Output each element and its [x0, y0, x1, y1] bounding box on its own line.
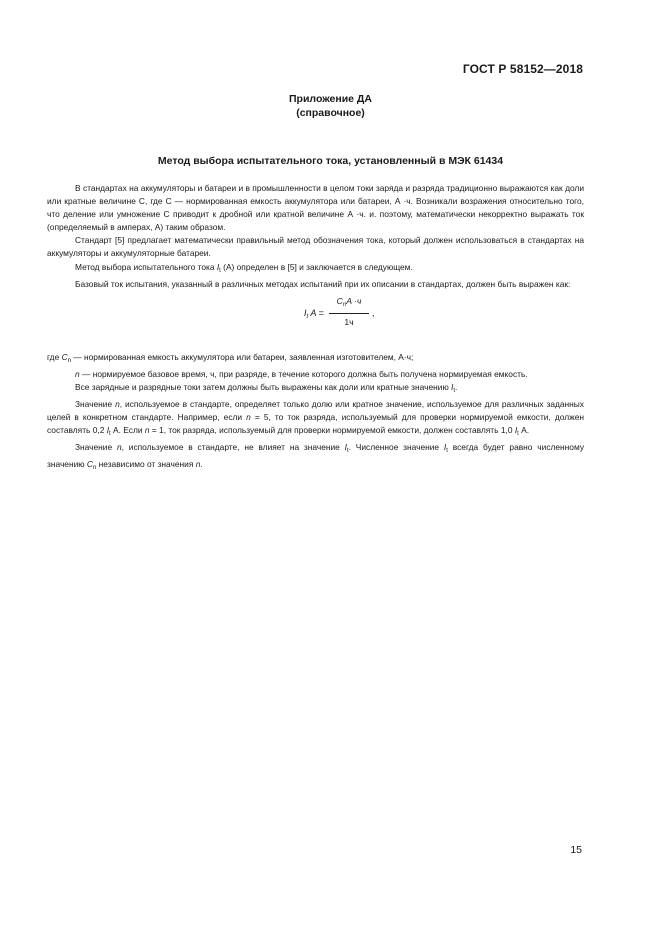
- page-number: 15: [570, 844, 582, 856]
- paragraph-6: Значение n, используемое в стандарте, определяет только долю или кратное значение, используемое для различных заданных целей в конкретном стандарте. Например, если n = 5, то ток разряда, используемый для проверки нормируемой емкости, должен составлять 0,2 $I_t$ А. Если n = 1, ток разряда, используемый для проверки нормируемой емкости, должен составлять 1,0 $I_t$ А.: [47, 399, 584, 438]
- formula-comma: ,: [372, 307, 375, 318]
- section-title: Метод выбора испытательного тока, установленный в МЭК 61434: [157, 155, 504, 167]
- formula-numerator: $C_nA \cdot ч$: [329, 295, 369, 314]
- paragraph-1: В стандартах на аккумуляторы и батареи и в промышленности в целом токи заряда и разряда традиционно выражаются как доли или кратные величине С, где С — нормированная емкость аккумулятора или батареи, А ·ч. Возникали возражения относительно того, что деление или умножение С приводит к дробной или кратной величине А ·ч. и. поэтому, математически некорректно выражать ток (определяемый в амперах, А) таким образом.: [47, 183, 584, 233]
- document-code: ГОСТ Р 58152—2018: [462, 62, 583, 76]
- paragraph-5: Все зарядные и разрядные токи затем должны быть выражены как доли или кратные значению $I_t$.: [75, 381, 458, 394]
- formula-lhs: $I_t$ A =: [304, 307, 324, 320]
- formula-denominator: 1ч: [344, 316, 354, 327]
- definition-cn: где $C_n$ — нормированная емкость аккумулятора или батареи, заявленная изготовителем, А·ч;: [47, 351, 414, 364]
- paragraph-2: Стандарт [5] предлагает математически правильный метод обозначения тока, который должен использоваться в стандартах на аккумуляторы и аккумуляторные батареи.: [47, 235, 584, 259]
- paragraph-4: Базовый ток испытания, указанный в различных методах испытаний при их описании в стандартах, должен быть выражен как:: [75, 278, 571, 289]
- paragraph-3: Метод выбора испытательного тока $I_t$ (А) определен в [5] и заключается в следующем.: [75, 261, 413, 274]
- body-text: [47, 182, 584, 476]
- paragraph-7: Значение n, используемое в стандарте, не влияет на значение $I_t$. Численное значение $I_t$ всегда будет равно численному значению $C_n$ независимо от значения n.: [47, 442, 585, 472]
- appendix-title: Приложение ДА: [289, 93, 372, 105]
- appendix-subtitle: (справочное): [296, 107, 365, 119]
- definition-n: n — нормируемое базовое время, ч, при разряде, в течение которого должна быть получена нормируемая емкость.: [75, 368, 528, 379]
- formula: [47, 295, 584, 337]
- formula-fraction: [329, 295, 369, 329]
